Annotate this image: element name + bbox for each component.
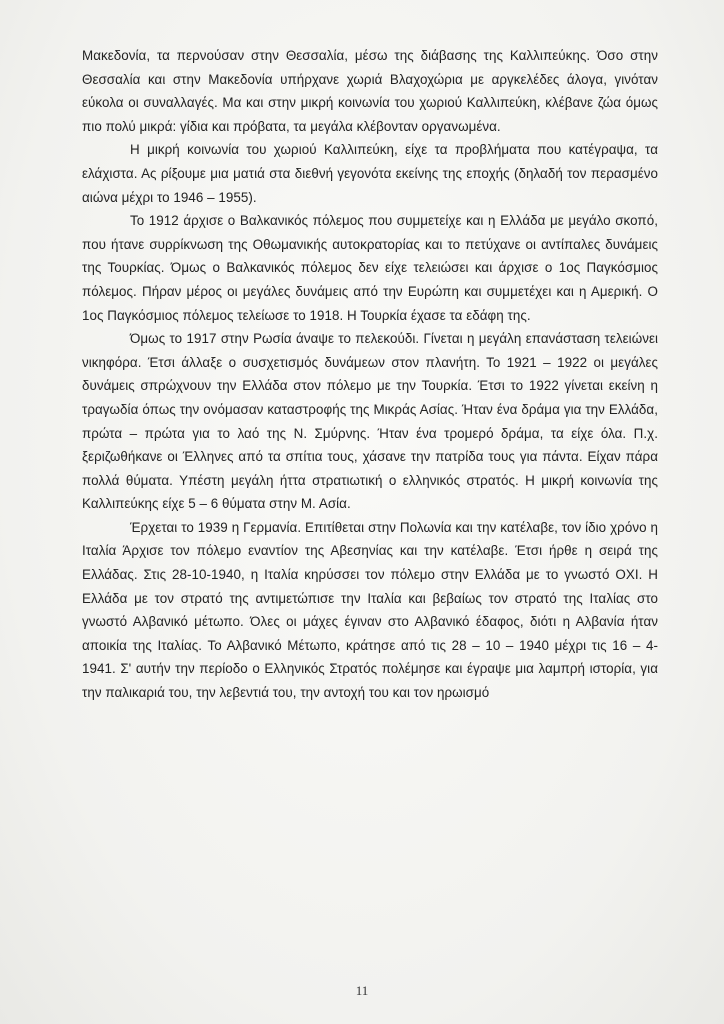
paragraph-3: Το 1912 άρχισε ο Βαλκανικός πόλεμος που συμμετείχε και η Ελλάδα με μεγάλο σκοπό, που ήτανε συρρίκνωση της Οθωμανικής αυτοκρατορίας και το πετύχανε οι αντίπαλες δυνάμεις της Τουρκίας. Όμως ο Βαλκανικός πόλεμος δεν είχε τελειώσει και άρχισε ο 1ος Παγκόσμιος πόλεμος. Πήραν μέρος οι μεγάλες δυνάμεις από την Ευρώπη και συμμετέχει και η Αμερική. Ο 1ος Παγκόσμιος πόλεμος τελείωσε το 1918. Η Τουρκία έχασε τα εδάφη της. <box>82 213 658 323</box>
paragraph-2: Η μικρή κοινωνία του χωριού Καλλιπεύκη, είχε τα προβλήματα που κατέγραψα, τα ελάχιστα. Ας ρίξουμε μια ματιά στα διεθνή γεγονότα εκείνης της εποχής (δηλαδή τον περασμένο αιώνα μέχρι το 1946 – 1955). <box>82 142 658 205</box>
body-text <box>82 44 658 705</box>
paragraph-4: Όμως το 1917 στην Ρωσία άναψε το πελεκούδι. Γίνεται η μεγάλη επανάσταση τελειώνει νικηφόρα. Έτσι άλλαξε ο συσχετισμός δυνάμεων στον πλανήτη. Το 1921 – 1922 οι μεγάλες δυνάμεις σπρώχνουν την Ελλάδα στον πόλεμο με την Τουρκία. Έτσι το 1922 γίνεται εκείνη η τραγωδία όπως την ονόμασαν καταστροφής της Μικράς Ασίας. Ήταν ένα δράμα για την Ελλάδα, πρώτα – πρώτα για το λαό της Ν. Σμύρνης. Ήταν ένα τρομερό δράμα, τα είχε όλα. Π.χ. ξεριζωθήκανε οι Έλληνες από τα σπίτια τους, χάσανε την πατρίδα τους για πάντα. Είχαν πάρα πολλά θύματα. Υπέστη μεγάλη ήττα στρατιωτική ο ελληνικός στρατός. Η μικρή κοινωνία της Καλλιπεύκης είχε 5 – 6 θύματα στην Μ. Ασία. <box>82 331 658 512</box>
paragraph-1: Μακεδονία, τα περνούσαν στην Θεσσαλία, μέσω της διάβασης της Καλλιπεύκης. Όσο στην Θεσσαλία και στην Μακεδονία υπήρχανε χωριά Βλαχοχώρια με αργκελέδες άλογα, γινόταν εύκολα οι συναλλαγές. Μα και στην μικρή κοινωνία του χωριού Καλλιπεύκη, κλέβανε ζώα όμως πιο πολύ μικρά: γίδια και πρόβατα, τα μεγάλα κλέβονταν οργανωμένα. <box>82 48 658 134</box>
paragraph-5: Έρχεται το 1939 η Γερμανία. Επιτίθεται στην Πολωνία και την κατέλαβε, τον ίδιο χρόνο η Ιταλία Άρχισε τον πόλεμο εναντίον της Αβεσηνίας και την κατέλαβε. Έτσι ήρθε η σειρά της Ελλάδας. Στις 28-10-1940, η Ιταλία κηρύσσει τον πόλεμο στην Ελλάδα με το γνωστό ΟΧΙ. Η Ελλάδα με τον στρατό της αντιμετώπισε την Ιταλία και βεβαίως τον στρατό της Ιταλίας στο γνωστό Αλβανικό μέτωπο. Όλες οι μάχες έγιναν στο Αλβανικό έδαφος, διότι η Αλβανία ήταν αποικία της Ιταλίας. Το Αλβανικό Μέτωπο, κράτησε από τις 28 – 10 – 1940 μέχρι τις 16 – 4-1941. Σ' αυτήν την περίοδο ο Ελληνικός Στρατός πολέμησε και έγραψε μια λαμπρή ιστορία, για την παλικαριά του, την λεβεντιά του, την αντοχή του και τον ηρωισμό <box>82 519 658 701</box>
page-number: 11 <box>355 983 369 998</box>
